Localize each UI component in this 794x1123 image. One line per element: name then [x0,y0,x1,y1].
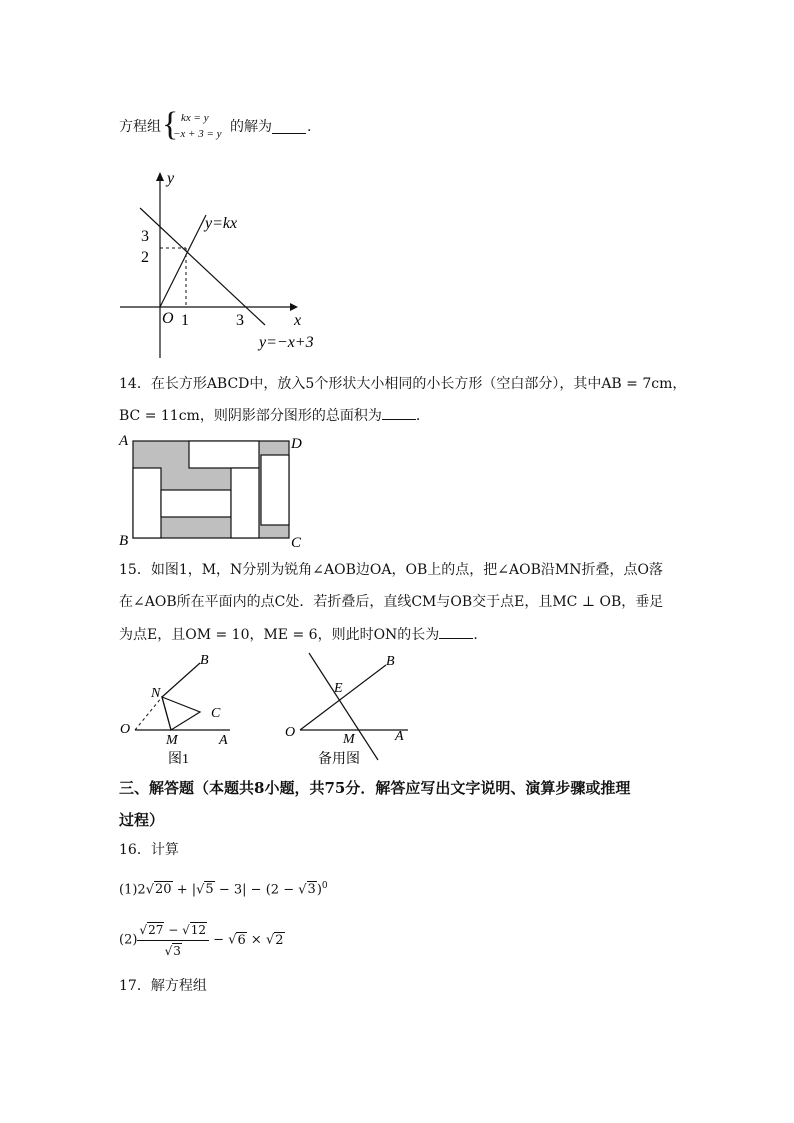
fig1-N: N [151,686,161,701]
q14-figure [115,430,310,550]
q16-p1-abs-close: | [242,882,247,898]
q17-title: 17．解方程组 [119,978,207,994]
q14-answer-blank [382,405,416,420]
tick-x1: 1 [181,312,189,329]
q15-line3 [119,624,478,645]
fig1-C: C [211,706,221,721]
q16-title: 16．计算 [119,842,179,858]
q13-prefix: 方程组 [119,119,161,135]
label-B: B [119,533,129,549]
fig1-M: M [166,733,178,748]
q16-p2-minus: − [213,932,225,948]
q16-p2-num-b: 12 [190,923,206,937]
q16-p1-paren-close: ) [316,882,322,898]
tick-y3: 3 [141,228,149,245]
fig2-B: B [386,654,395,669]
q16-p1-minus: − [250,882,262,898]
small-rect-right [261,455,289,525]
q15-end: . [473,627,478,643]
q16-p2-num-a: 27 [148,923,164,937]
q16-p1-sqrt-sign-3: √ [298,882,307,898]
q15-answer-blank [439,624,473,639]
q16-p1-label: (1) [119,882,138,898]
q16-p1-a: 2 [137,882,146,898]
small-rect-mid [161,490,231,517]
label-A: A [119,433,129,449]
q16-p2-label: (2) [119,932,138,948]
y-axis-label: y [167,170,175,187]
folded-triangle [162,697,200,730]
q16-p2-numerator: √27 − √12 [137,920,209,941]
q15-fig2 [282,648,412,770]
fig1-B: B [200,653,209,668]
ray-NB [162,663,200,697]
q14-line1: 14．在长方形ABCD中，放入5个形状大小相同的小长方形（空白部分），其中AB = 7cm， [119,376,687,392]
section3-heading-line1: 三、解答题（本题共8小题，共75分．解答应写出文字说明、演算步骤或推理 [119,779,631,797]
tick-x3: 3 [236,312,244,329]
y-axis-arrow [156,172,164,181]
small-rect-center-right [231,468,259,538]
q16-p1-a-rad: 20 [155,882,172,898]
fig2-A: A [395,729,404,744]
q16-p1-c-pre: 2 − [270,882,295,898]
q16-p2-fraction [137,920,209,961]
q16-p2-times: × [250,932,262,948]
line1-label: y=kx [205,215,238,232]
q13-suffix: 的解为 [230,119,272,135]
label-C: C [291,535,302,550]
fig2-O: O [285,725,296,740]
q16-p1-b-rest: − 3 [218,882,243,898]
q16-p2-c: 6 [237,932,246,948]
q13-graph [110,165,330,365]
q14-end: . [415,408,421,424]
q16-p1-b-rad: 5 [205,882,214,898]
tick-y2: 2 [141,249,149,266]
q16-p1-abs-open: | [191,882,197,898]
q16-p2-denominator: √3 [164,944,181,958]
q14-line2-text: BC = 11cm，则阴影部分图形的总面积为 [119,408,382,424]
q13-brace: { [162,106,179,143]
fig2-ray-OB [300,665,386,730]
q13-eq2: −x + 3 = y [173,128,222,140]
q16-part1 [119,876,328,900]
q15-line3-text: 为点E，且OM = 10，ME = 6，则此时ON的长为 [119,627,440,643]
q16-p1-plus: + [176,882,188,898]
q16-p1-paren-open: ( [265,882,271,898]
q13-end: . [307,119,312,135]
q16-p1-sqrt-sign: √ [145,882,154,898]
x-axis-label: x [294,312,302,329]
q16-p2-num-minus: − [168,923,179,937]
section3-heading-line2: 过程） [119,811,165,829]
ray-OB-dashed [135,697,162,730]
q16-p1-exp: 0 [321,881,328,891]
q16-p2-tail: √6 × √2 [228,932,284,948]
small-rect-left [133,468,161,538]
x-axis-arrow [290,303,298,311]
label-D: D [291,436,302,452]
q15-line2: 在∠AOB所在平面内的点C处．若折叠后，直线CM与OB交于点E，且MC ⊥ OB，垂足 [119,594,664,610]
q14-line2 [119,405,420,426]
fig2-caption: 备用图 [318,752,360,767]
line2-label: y=−x+3 [259,334,314,351]
q16-p2-d: 2 [275,932,284,948]
q16-p1-c-rad: 3 [307,882,316,898]
q16-p1-sqrt-sign-2: √ [196,882,205,898]
q16-part2 [119,920,285,961]
q15-line1: 15．如图1，M，N分别为锐角∠AOB边OA，OB上的点，把∠AOB沿MN折叠，点O落 [119,562,663,578]
small-rect-top [189,441,259,468]
q16-p2-den: 3 [173,944,181,958]
line-y-kx [160,215,206,307]
fig1-caption: 图1 [168,752,189,767]
q15-fig1 [115,648,240,770]
q13-answer-blank [272,119,306,134]
fig2-M: M [343,732,355,747]
fig2-E: E [334,681,343,696]
fig1-O: O [120,722,131,737]
q13-eq1: kx = y [181,112,209,124]
fig1-A: A [219,733,228,748]
origin-label: O [162,310,174,327]
